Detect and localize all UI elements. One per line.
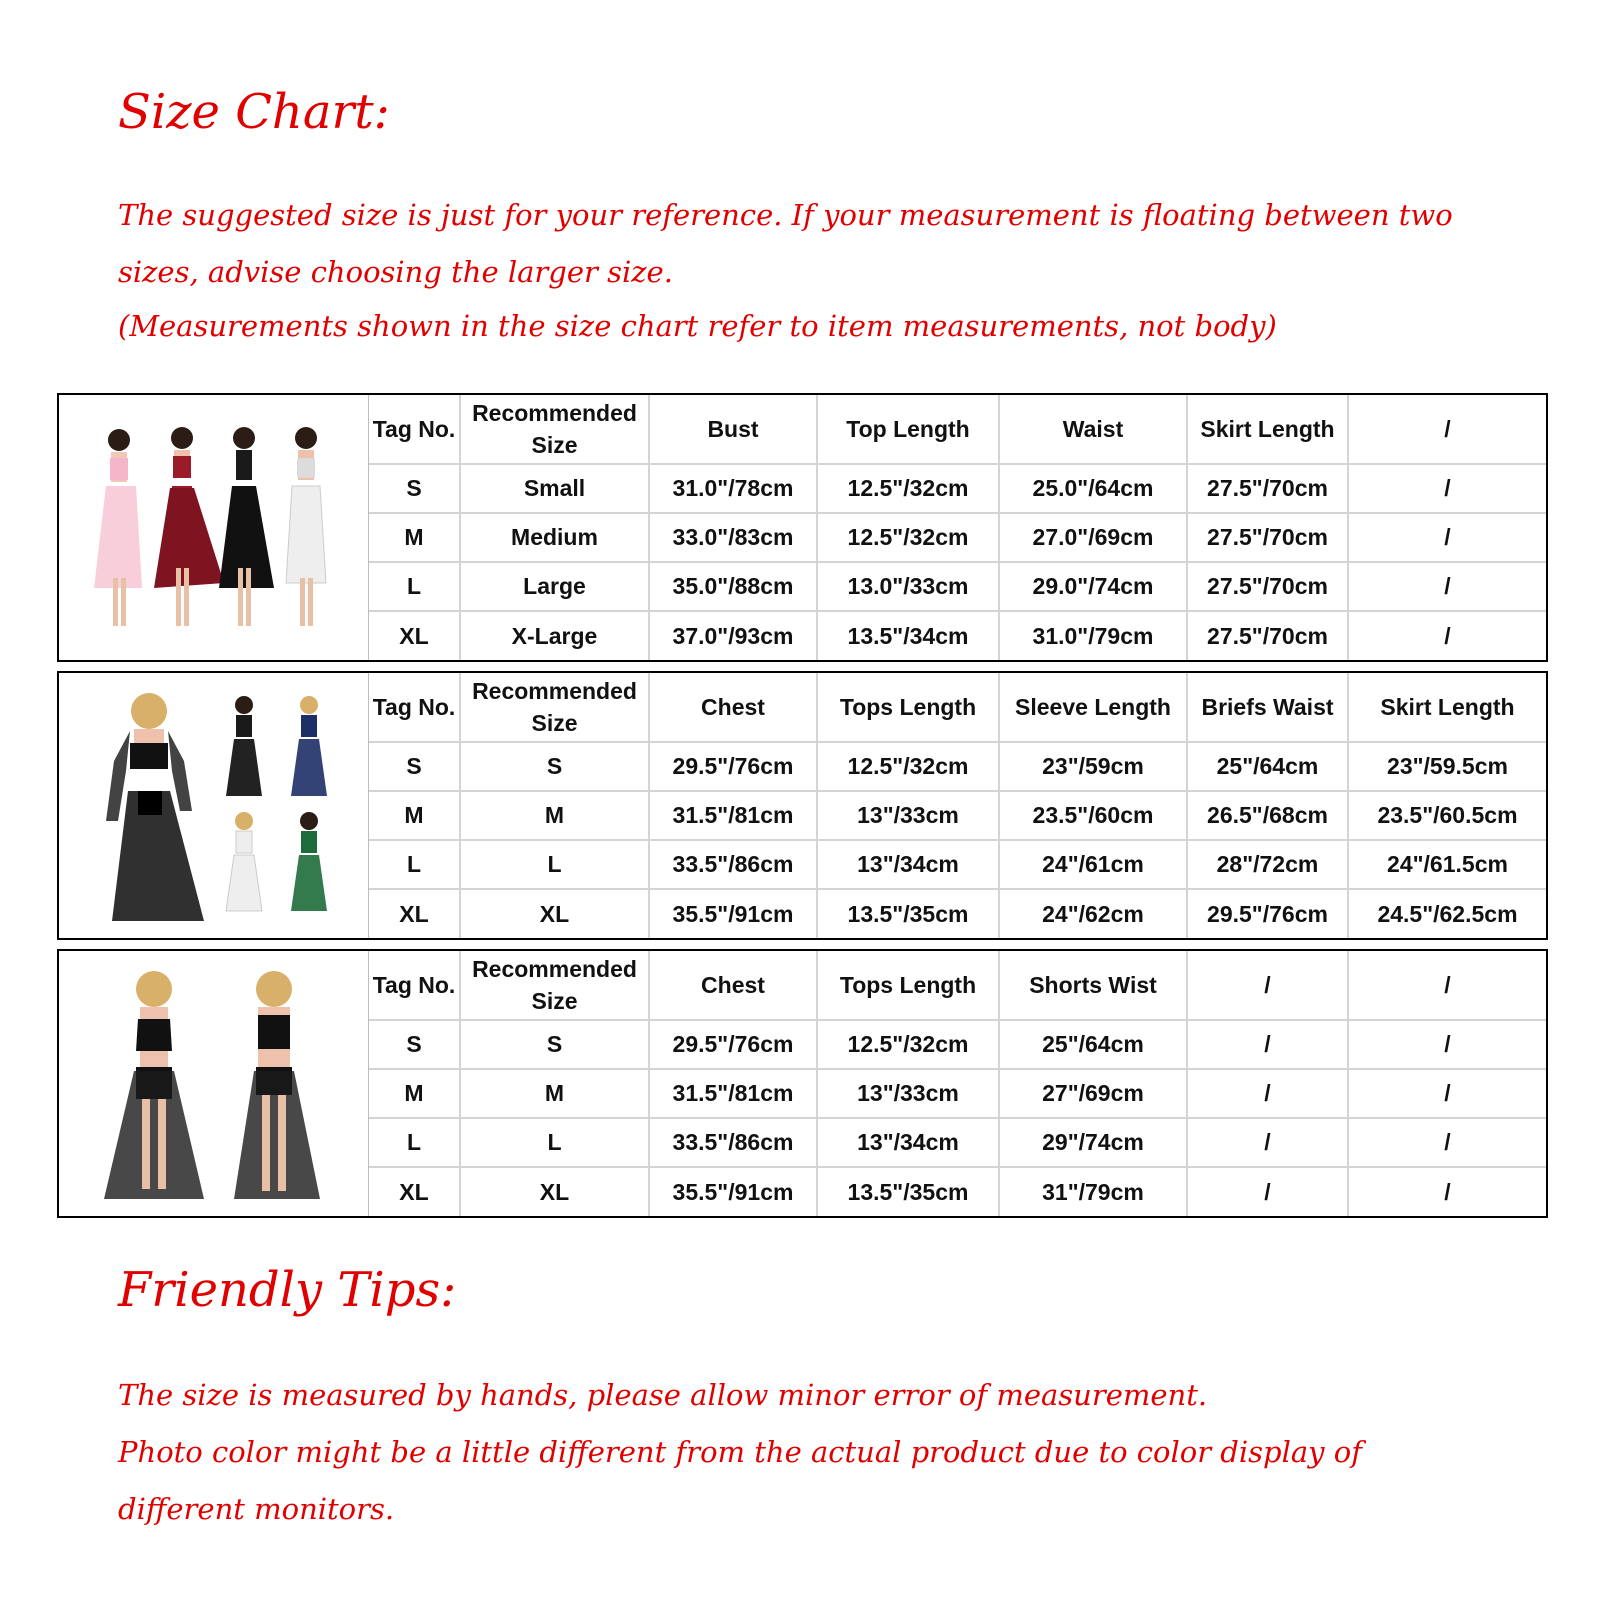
- product-photo-set-1-icon: [84, 418, 344, 638]
- table-cell: 25.0"/64cm: [999, 464, 1187, 513]
- size-table-2: [369, 673, 1546, 938]
- size-chart-3: [57, 949, 1548, 1218]
- model-front: [104, 971, 204, 1199]
- table-cell: /: [1187, 1020, 1348, 1069]
- header-cell: Waist: [999, 395, 1187, 464]
- table-cell: /: [1348, 562, 1546, 611]
- table-cell: 33.5"/86cm: [649, 1118, 817, 1167]
- header-cell: /: [1348, 395, 1546, 464]
- product-photo-2: [59, 673, 369, 938]
- table-cell: S: [460, 1020, 649, 1069]
- table-cell: /: [1187, 1167, 1348, 1216]
- table-cell: L: [369, 562, 460, 611]
- table-row: [369, 742, 1546, 791]
- table-cell: 12.5"/32cm: [817, 1020, 999, 1069]
- header-cell: Shorts Wist: [999, 951, 1187, 1020]
- product-photo-1: [59, 395, 369, 660]
- table-cell: /: [1348, 1020, 1546, 1069]
- table-row: [369, 513, 1546, 562]
- table-cell: 13.5"/35cm: [817, 1167, 999, 1216]
- table-row: [369, 611, 1546, 660]
- table-row: [369, 464, 1546, 513]
- table-row: [369, 1167, 1546, 1216]
- header-cell: Skirt Length: [1348, 673, 1546, 742]
- table-cell: 27.5"/70cm: [1187, 611, 1348, 660]
- table-header-row: [369, 673, 1546, 742]
- table-row: [369, 1020, 1546, 1069]
- table-cell: 33.0"/83cm: [649, 513, 817, 562]
- header-cell: Chest: [649, 951, 817, 1020]
- model-pink: [94, 429, 142, 626]
- header-cell: Recommended Size: [460, 673, 649, 742]
- header-cell: Chest: [649, 673, 817, 742]
- table-cell: /: [1348, 1069, 1546, 1118]
- table-cell: 13.0"/33cm: [817, 562, 999, 611]
- model-back: [234, 971, 320, 1199]
- header-cell: Tops Length: [817, 951, 999, 1020]
- table-cell: 35.0"/88cm: [649, 562, 817, 611]
- table-cell: 13"/33cm: [817, 1069, 999, 1118]
- tips-note-1: The size is measured by hands, please allow minor error of measurement.: [118, 1378, 1208, 1412]
- table-row: [369, 840, 1546, 889]
- table-cell: 35.5"/91cm: [649, 1167, 817, 1216]
- size-chart-2: [57, 671, 1548, 940]
- friendly-tips-heading: Friendly Tips:: [118, 1262, 457, 1318]
- intro-note: The suggested size is just for your reference. If your measurement is floating between two sizes, advise choosing the larger size.: [118, 198, 1453, 289]
- table-cell: 29.5"/76cm: [649, 742, 817, 791]
- header-cell: Bust: [649, 395, 817, 464]
- table-cell: L: [460, 1118, 649, 1167]
- table-cell: X-Large: [460, 611, 649, 660]
- header-cell: Tag No.: [369, 395, 460, 464]
- table-cell: 37.0"/93cm: [649, 611, 817, 660]
- model-main: [106, 693, 204, 921]
- table-cell: L: [460, 840, 649, 889]
- header-cell: Briefs Waist: [1187, 673, 1348, 742]
- table-cell: 31.0"/78cm: [649, 464, 817, 513]
- table-cell: XL: [369, 1167, 460, 1216]
- tips-note-2: Photo color might be a little different from the actual product due to color display of different monitors.: [118, 1435, 1362, 1526]
- table-cell: 31.0"/79cm: [999, 611, 1187, 660]
- model-navy-small: [291, 696, 327, 796]
- table-cell: 24.5"/62.5cm: [1348, 889, 1546, 938]
- table-cell: 28"/72cm: [1187, 840, 1348, 889]
- model-black: [219, 427, 274, 626]
- table-cell: Small: [460, 464, 649, 513]
- table-cell: 31"/79cm: [999, 1167, 1187, 1216]
- table-cell: /: [1187, 1069, 1348, 1118]
- table-cell: 12.5"/32cm: [817, 742, 999, 791]
- product-photo-set-3-icon: [84, 959, 344, 1209]
- table-cell: 31.5"/81cm: [649, 1069, 817, 1118]
- table-cell: Medium: [460, 513, 649, 562]
- size-table-1: [369, 395, 1546, 660]
- table-cell: L: [369, 840, 460, 889]
- table-cell: 13"/34cm: [817, 840, 999, 889]
- product-photo-set-2-icon: [84, 681, 344, 931]
- table-cell: 35.5"/91cm: [649, 889, 817, 938]
- header-cell: Recommended Size: [460, 395, 649, 464]
- table-cell: 33.5"/86cm: [649, 840, 817, 889]
- header-cell: /: [1348, 951, 1546, 1020]
- table-row: [369, 1118, 1546, 1167]
- table-cell: 13"/33cm: [817, 791, 999, 840]
- model-white-small: [226, 812, 262, 911]
- model-green-small: [291, 812, 327, 911]
- table-cell: 31.5"/81cm: [649, 791, 817, 840]
- table-cell: /: [1348, 611, 1546, 660]
- size-chart-heading: Size Chart:: [118, 84, 390, 140]
- table-row: [369, 889, 1546, 938]
- size-chart-1: [57, 393, 1548, 662]
- table-cell: 12.5"/32cm: [817, 464, 999, 513]
- table-cell: /: [1348, 1118, 1546, 1167]
- table-cell: S: [369, 742, 460, 791]
- table-cell: 27"/69cm: [999, 1069, 1187, 1118]
- table-row: [369, 562, 1546, 611]
- table-cell: M: [460, 791, 649, 840]
- table-cell: 13.5"/34cm: [817, 611, 999, 660]
- table-cell: 29"/74cm: [999, 1118, 1187, 1167]
- table-cell: 13.5"/35cm: [817, 889, 999, 938]
- header-cell: Skirt Length: [1187, 395, 1348, 464]
- intro-measurement-note: (Measurements shown in the size chart refer to item measurements, not body): [118, 309, 1277, 343]
- table-cell: 24"/61.5cm: [1348, 840, 1546, 889]
- header-cell: Recommended Size: [460, 951, 649, 1020]
- table-cell: 25"/64cm: [1187, 742, 1348, 791]
- table-header-row: [369, 395, 1546, 464]
- size-table-3: [369, 951, 1546, 1216]
- table-cell: 23"/59.5cm: [1348, 742, 1546, 791]
- table-cell: S: [369, 1020, 460, 1069]
- model-black-small: [226, 696, 262, 796]
- table-row: [369, 791, 1546, 840]
- header-cell: /: [1187, 951, 1348, 1020]
- product-photo-3: [59, 951, 369, 1216]
- table-cell: S: [369, 464, 460, 513]
- model-white: [286, 427, 326, 626]
- header-cell: Tag No.: [369, 951, 460, 1020]
- table-cell: 27.5"/70cm: [1187, 464, 1348, 513]
- table-cell: 27.5"/70cm: [1187, 513, 1348, 562]
- table-cell: M: [460, 1069, 649, 1118]
- model-wine: [154, 427, 224, 626]
- table-cell: L: [369, 1118, 460, 1167]
- table-cell: S: [460, 742, 649, 791]
- table-cell: 25"/64cm: [999, 1020, 1187, 1069]
- table-row: [369, 1069, 1546, 1118]
- table-cell: 26.5"/68cm: [1187, 791, 1348, 840]
- table-cell: /: [1348, 464, 1546, 513]
- table-header-row: [369, 951, 1546, 1020]
- table-cell: XL: [369, 889, 460, 938]
- table-cell: 27.0"/69cm: [999, 513, 1187, 562]
- table-cell: 24"/62cm: [999, 889, 1187, 938]
- table-cell: M: [369, 513, 460, 562]
- table-cell: 13"/34cm: [817, 1118, 999, 1167]
- table-cell: XL: [460, 1167, 649, 1216]
- table-cell: 29.5"/76cm: [1187, 889, 1348, 938]
- table-cell: M: [369, 1069, 460, 1118]
- table-cell: 29.0"/74cm: [999, 562, 1187, 611]
- table-cell: 12.5"/32cm: [817, 513, 999, 562]
- table-cell: M: [369, 791, 460, 840]
- table-cell: XL: [460, 889, 649, 938]
- table-cell: 23.5"/60.5cm: [1348, 791, 1546, 840]
- table-cell: /: [1187, 1118, 1348, 1167]
- header-cell: Tops Length: [817, 673, 999, 742]
- header-cell: Tag No.: [369, 673, 460, 742]
- table-cell: 27.5"/70cm: [1187, 562, 1348, 611]
- table-cell: /: [1348, 1167, 1546, 1216]
- table-cell: XL: [369, 611, 460, 660]
- table-cell: 24"/61cm: [999, 840, 1187, 889]
- header-cell: Sleeve Length: [999, 673, 1187, 742]
- table-cell: Large: [460, 562, 649, 611]
- table-cell: /: [1348, 513, 1546, 562]
- table-cell: 29.5"/76cm: [649, 1020, 817, 1069]
- table-cell: 23.5"/60cm: [999, 791, 1187, 840]
- header-cell: Top Length: [817, 395, 999, 464]
- table-cell: 23"/59cm: [999, 742, 1187, 791]
